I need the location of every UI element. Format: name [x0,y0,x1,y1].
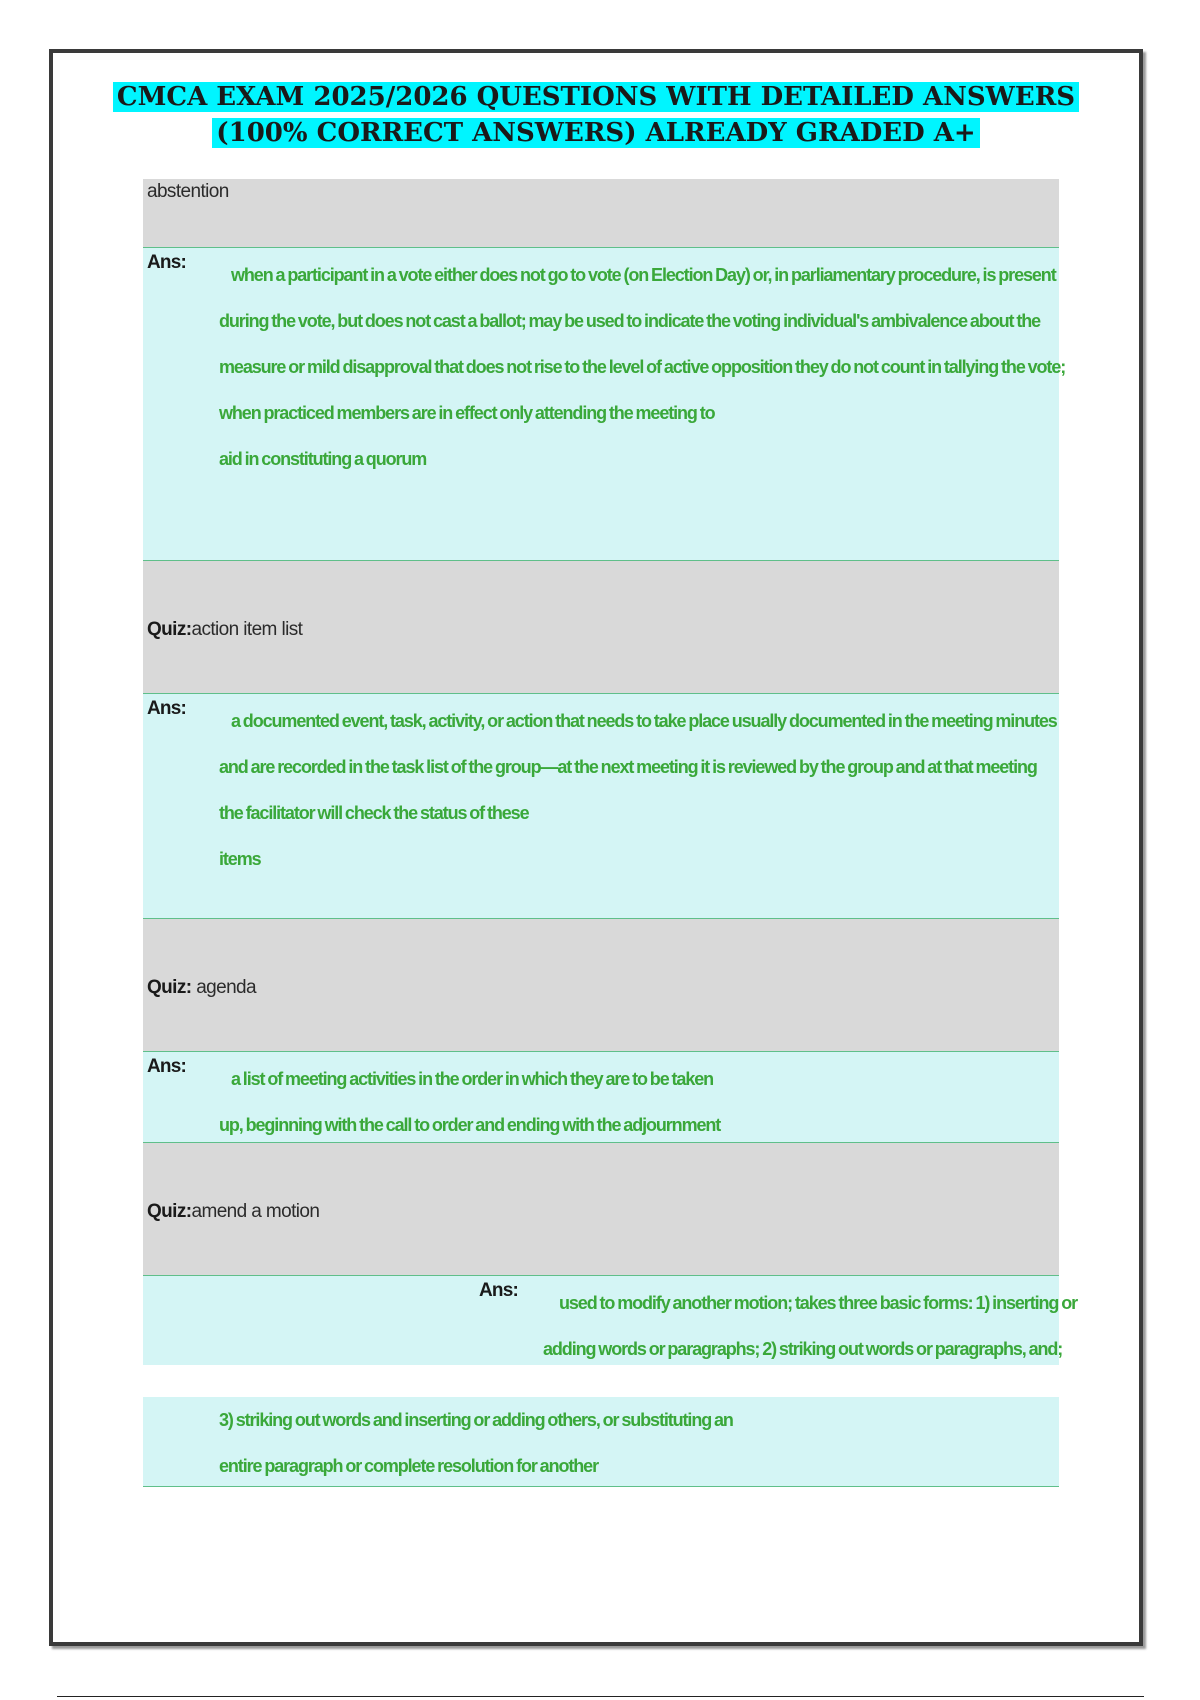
answer-line: used to modify another motion; takes three basic forms: 1) inserting or [559,1293,1077,1313]
question-text [147,977,256,999]
answer-block [143,1275,1077,1365]
answer-line: during the vote, but does not cast a ballot; may be used to indicate the voting individual's ambivalence about the [219,311,1041,331]
question-block [143,561,1059,693]
answer-block [143,247,1066,561]
question-term: action item list [191,619,303,640]
question-term: agenda [196,977,256,998]
title-line-2: (100% CORRECT ANSWERS) ALREADY GRADED A+ [212,118,979,148]
answer-block [143,1051,1059,1143]
answer-text [219,1397,1049,1489]
title-line-1: CMCA EXAM 2025/2026 QUESTIONS WITH DETAILED ANSWERS [113,82,1079,112]
answer-line: items [219,849,261,869]
answer-label: Ans: [479,1280,519,1301]
answer-line: measure or mild disapproval that does not rise to the level of active opposition they do not count in tallying the vote; [219,357,1066,377]
question-text [147,1201,319,1223]
quiz-label: Quiz: [147,977,192,998]
answer-text [219,698,1057,882]
answer-line: aid in constituting a quorum [219,449,427,469]
page-bottom-rule [57,1696,1144,1697]
answer-line: a list of meeting activities in the order in which they are to be taken [231,1069,714,1089]
answer-line: when a participant in a vote either does not go to vote (on Election Day) or, in parliamentary procedure, is present [231,265,1056,285]
answer-text [219,252,1066,482]
quiz-label: Quiz: [147,1201,192,1222]
answer-line: up, beginning with the call to order and ending with the adjournment [219,1115,721,1135]
answer-continuation-block [143,1397,1059,1487]
question-term: amend a motion [191,1201,320,1222]
page [49,49,1143,1646]
answer-block [143,693,1059,919]
answer-line: the facilitator will check the status of these [219,803,529,823]
question-block [143,179,1059,247]
answer-label: Ans: [147,252,187,273]
answer-line: and are recorded in the task list of the group—at the next meeting it is reviewed by the group and at that meeting [219,757,1037,777]
answer-line: a documented event, task, activity, or action that needs to take place usually documented in the meeting minutes [231,711,1057,731]
answer-line: adding words or paragraphs; 2) striking out words or paragraphs, and; [543,1339,1063,1359]
answer-line: entire paragraph or complete resolution for another [219,1456,598,1476]
document-title [53,79,1139,151]
answer-label: Ans: [147,1056,187,1077]
question-block [143,919,1059,1051]
quiz-label: Quiz: [147,619,192,640]
answer-label: Ans: [147,698,187,719]
answer-text [543,1280,1077,1372]
question-text [147,619,302,641]
qa-list [143,179,1077,1487]
question-block [143,1143,1059,1275]
answer-line: 3) striking out words and inserting or adding others, or substituting an [219,1410,733,1430]
question-term: abstention [147,181,229,202]
answer-text [219,1056,1049,1148]
answer-line: when practiced members are in effect only attending the meeting to [219,403,715,423]
